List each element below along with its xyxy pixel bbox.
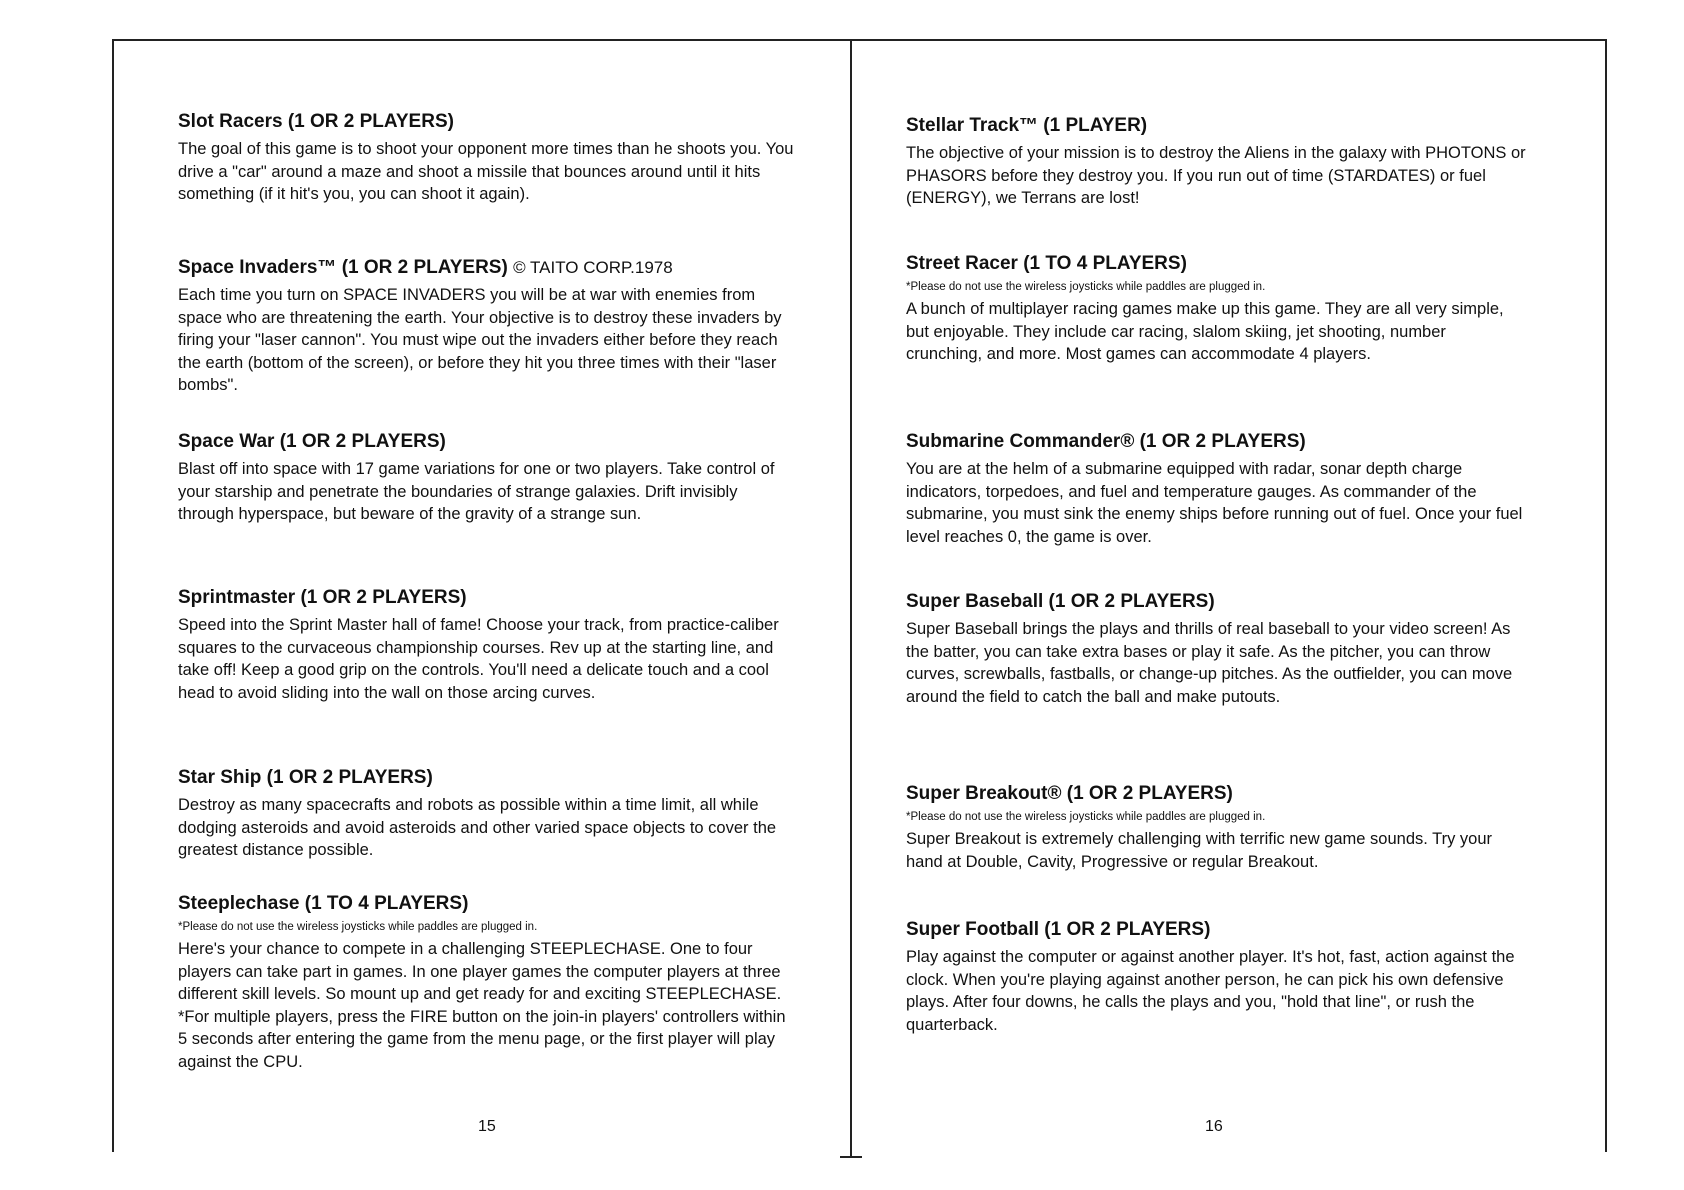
- entry-body: The goal of this game is to shoot your opponent more times than he shoots you. You drive a "car" around a maze and shoot a missile that bounces around until it hits something (if it hit's you, you can shoot it again).: [178, 140, 794, 203]
- entry-title: Space War (1 OR 2 PLAYERS): [178, 431, 446, 452]
- copyright-notice: © TAITO CORP.1978: [513, 258, 673, 277]
- game-entry-slot-racers: [178, 110, 798, 206]
- page-frame-left: [112, 39, 114, 1152]
- entry-body-note: *For multiple players, press the FIRE button on the join-in players' controllers within 5 seconds after entering the game from the menu page, or the first player will play against the CPU.: [178, 1007, 786, 1071]
- entry-title: Sprintmaster (1 OR 2 PLAYERS): [178, 587, 467, 608]
- page-number-right: 16: [1205, 1118, 1223, 1135]
- entry-title: Super Breakout® (1 OR 2 PLAYERS): [906, 783, 1233, 804]
- entry-body: Speed into the Sprint Master hall of fame! Choose your track, from practice-caliber squares to the curvaceous championship courses. Rev up at the starting line, and take off! Keep a good grip on the controls. You'll need a delicate touch and a cool head to avoid sliding into the wall on those arcing curves.: [178, 616, 779, 702]
- entry-body: Super Breakout is extremely challenging with terrific new game sounds. Try your hand at Double, Cavity, Progressive or regular Breakout.: [906, 830, 1493, 871]
- game-entry-super-breakout: [906, 782, 1526, 873]
- game-entry-space-invaders: [178, 256, 798, 397]
- page-frame-right: [1605, 39, 1607, 1152]
- page-frame-top: [112, 39, 1607, 41]
- entry-note: *Please do not use the wireless joysticks while paddles are plugged in.: [906, 281, 1266, 293]
- entry-body: Play against the computer or against another player. It's hot, fast, action against the clock. When you're playing against another person, he can pick his own defensive plays. After four downs, he calls the plays and you, "hold that line", or rush the quarterback.: [906, 948, 1515, 1034]
- entry-title: Stellar Track™ (1 PLAYER): [906, 115, 1148, 136]
- entry-body: Here's your chance to compete in a challenging STEEPLECHASE. One to four players can take part in games. In one player games the computer players at three different skill levels. So mount up and get ready for and exciting STEEPLECHASE.: [178, 940, 782, 1003]
- game-entry-sprintmaster: [178, 586, 798, 704]
- entry-body: Destroy as many spacecrafts and robots as possible within a time limit, all while dodging asteroids and avoid asteroids and other varied space objects to cover the greatest distance possible.: [178, 796, 777, 859]
- entry-title: Submarine Commander® (1 OR 2 PLAYERS): [906, 431, 1306, 452]
- entry-title: Steeplechase (1 TO 4 PLAYERS): [178, 893, 469, 914]
- game-entry-star-ship: [178, 766, 798, 862]
- entry-title: Star Ship (1 OR 2 PLAYERS): [178, 767, 433, 788]
- entry-body: Blast off into space with 17 game variations for one or two players. Take control of your starship and penetrate the boundaries of strange galaxies. Drift invisibly through hyperspace, but beware of the gravity of a strange sun.: [178, 460, 775, 523]
- divider-tick: [840, 1156, 862, 1158]
- entry-title: Super Baseball (1 OR 2 PLAYERS): [906, 591, 1215, 612]
- entry-body: Super Baseball brings the plays and thrills of real baseball to your video screen! As the batter, you can take extra bases or play it safe. As the pitcher, you can throw curves, screwballs, fastballs, or change-up pitches. As the outfielder, you can move around the field to catch the ball and make putouts.: [906, 620, 1513, 706]
- entry-body: You are at the helm of a submarine equipped with radar, sonar depth charge indicators, torpedoes, and fuel and temperature gauges. As commander of the submarine, you must sink the enemy ships before running out of fuel. Once your fuel level reaches 0, the game is over.: [906, 460, 1523, 546]
- game-entry-street-racer: [906, 252, 1526, 366]
- page-divider: [850, 39, 852, 1156]
- entry-title: Super Football (1 OR 2 PLAYERS): [906, 919, 1211, 940]
- entry-body: A bunch of multiplayer racing games make up this game. They are all very simple, but enjoyable. They include car racing, slalom skiing, jet shooting, number crunching, and more. Most games can accommodate 4 players.: [906, 300, 1504, 363]
- game-entry-super-football: [906, 918, 1526, 1036]
- entry-body: The objective of your mission is to destroy the Aliens in the galaxy with PHOTONS or PHASORS before they destroy you. If you run out of time (STARDATES) or fuel (ENERGY), we Terrans are lost!: [906, 144, 1526, 207]
- entry-title: Space Invaders™ (1 OR 2 PLAYERS) © TAITO CORP.1978: [178, 257, 673, 278]
- entry-note: *Please do not use the wireless joysticks while paddles are plugged in.: [906, 811, 1266, 823]
- game-entry-steeplechase: [178, 892, 798, 1073]
- entry-body: Each time you turn on SPACE INVADERS you will be at war with enemies from space who are threatening the earth. Your objective is to destroy these invaders by firing your "laser cannon". You must wipe out the invaders either before they reach the earth (bottom of the screen), or before they hit you three times with their "laser bombs".: [178, 286, 782, 394]
- game-entry-stellar-track: [906, 114, 1526, 210]
- game-entry-super-baseball: [906, 590, 1526, 708]
- entry-title: Street Racer (1 TO 4 PLAYERS): [906, 253, 1187, 274]
- entry-title: Slot Racers (1 OR 2 PLAYERS): [178, 111, 454, 132]
- game-entry-submarine-commander: [906, 430, 1526, 548]
- entry-note: *Please do not use the wireless joysticks while paddles are plugged in.: [178, 921, 538, 933]
- game-entry-space-war: [178, 430, 798, 526]
- page-number-left: 15: [478, 1118, 496, 1135]
